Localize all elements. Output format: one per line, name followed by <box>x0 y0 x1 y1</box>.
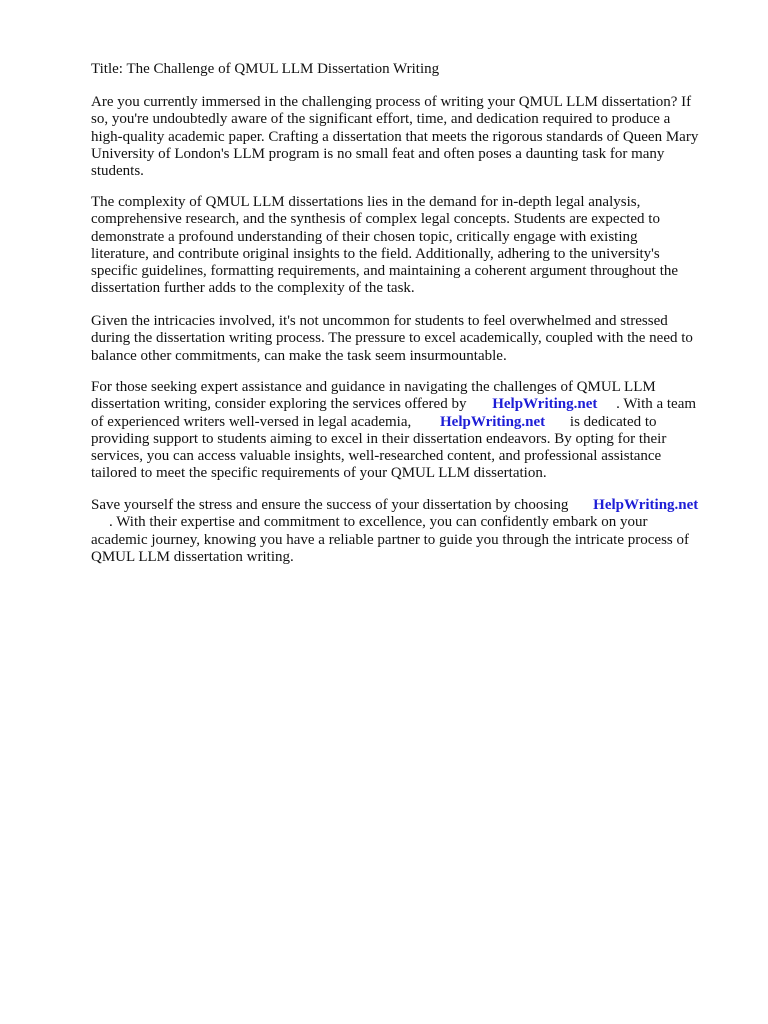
paragraph-line: academic journey, knowing you have a reliable partner to guide you through the intricate process of <box>91 531 689 548</box>
line-text: . With a team <box>616 396 697 413</box>
paragraph-line: tailored to meet the specific requirements of your QMUL LLM dissertation. <box>91 465 547 482</box>
paragraph-line: For those seeking expert assistance and guidance in navigating the challenges of QMUL LLM <box>91 379 656 395</box>
paragraph-line: . With their expertise and commitment to excellence, you can confidently embark on your <box>109 514 648 531</box>
paragraph-line: providing support to students aiming to excel in their dissertation endeavors. By opting for their <box>91 430 667 447</box>
paragraph-line: high-quality academic paper. Crafting a dissertation that meets the rigorous standards of Queen Mary <box>91 128 699 145</box>
paragraph-conclusion <box>91 497 698 566</box>
paragraph-line: The complexity of QMUL LLM dissertations lies in the demand for in-depth legal analysis, <box>91 194 641 210</box>
paragraph-overwhelm <box>91 313 693 365</box>
paragraph-line: dissertation further adds to the complexity of the task. <box>91 280 415 297</box>
paragraph-line: University of London's LLM program is no small feat and often poses a daunting task for many <box>91 145 665 162</box>
paragraph-line <box>91 497 698 514</box>
line-text: Save yourself the stress and ensure the success of your dissertation by choosing <box>91 497 569 513</box>
helpwriting-link[interactable]: HelpWriting.net <box>440 413 546 430</box>
paragraph-line: Given the intricacies involved, it's not uncommon for students to feel overwhelmed and stressed <box>91 313 668 329</box>
paragraph-line: balance other commitments, can make the task seem insurmountable. <box>91 347 507 364</box>
paragraph-line: comprehensive research, and the synthesis of complex legal concepts. Students are expected to <box>91 211 660 228</box>
paragraph-assistance <box>91 379 696 483</box>
helpwriting-link[interactable]: HelpWriting.net <box>492 396 598 413</box>
document-title <box>91 61 439 78</box>
paragraph-line <box>91 396 696 413</box>
paragraph-line: so, you're undoubtedly aware of the significant effort, time, and dedication required to produce a <box>91 111 671 128</box>
line-text: of experienced writers well-versed in legal academia, <box>91 413 412 430</box>
paragraph-line: QMUL LLM dissertation writing. <box>91 548 294 565</box>
paragraph-line: students. <box>91 163 144 180</box>
line-text: dissertation writing, consider exploring the services offered by <box>91 396 467 413</box>
helpwriting-link[interactable]: HelpWriting.net <box>593 497 699 513</box>
paragraph-line: services, you can access valuable insights, well-researched content, and professional assistance <box>91 448 662 465</box>
paragraph-line: Are you currently immersed in the challenging process of writing your QMUL LLM dissertation? If <box>91 94 692 110</box>
paragraph-line: literature, and contribute original insights to the field. Additionally, adhering to the university's <box>91 245 660 262</box>
paragraph-intro <box>91 94 698 180</box>
line-text: is dedicated to <box>569 413 657 430</box>
paragraph-line <box>91 414 696 431</box>
paragraph-line: specific guidelines, formatting requirements, and maintaining a coherent argument throughout the <box>91 263 679 280</box>
paragraph-line: during the dissertation writing process. The pressure to excel academically, coupled with the need to <box>91 330 693 347</box>
paragraph-line: demonstrate a profound understanding of their chosen topic, critically engage with existing <box>91 228 638 245</box>
paragraph-complexity <box>91 194 678 298</box>
title-text: Title: The Challenge of QMUL LLM Dissertation Writing <box>91 61 440 77</box>
